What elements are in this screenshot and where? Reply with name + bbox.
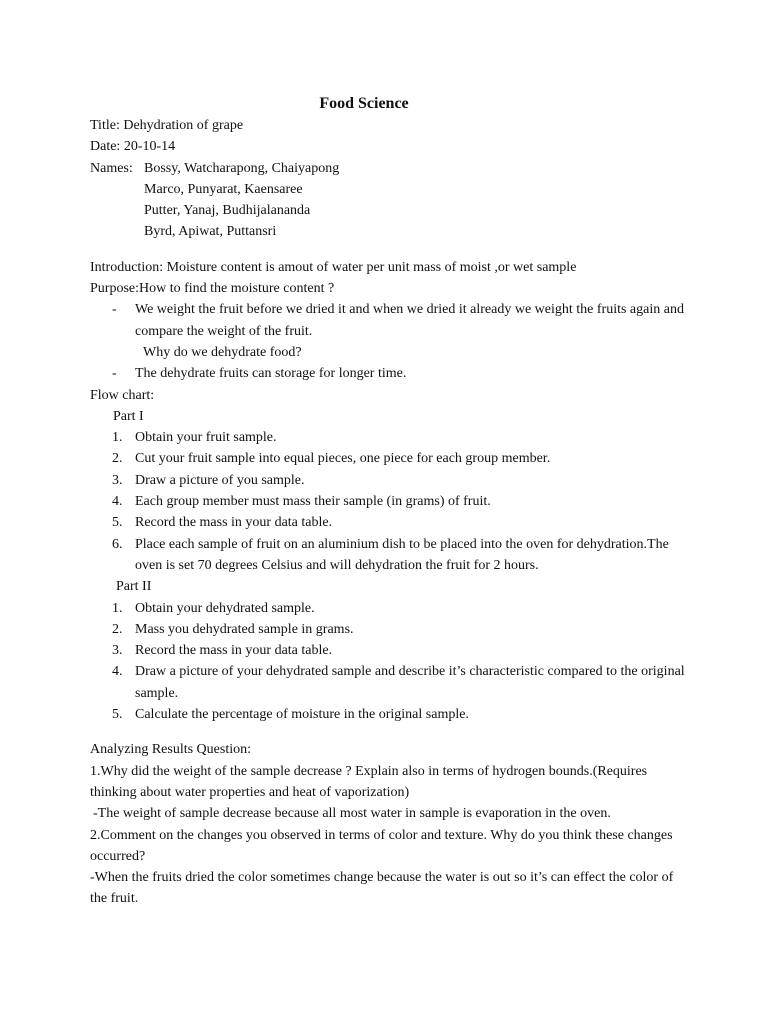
purpose-list	[90, 299, 690, 342]
list-item: - The dehydrate fruits can storage for longer time.	[90, 363, 690, 384]
title-line: Title: Dehydration of grape	[90, 118, 244, 133]
step-number: 5.	[112, 515, 123, 531]
names-label: Names:	[90, 160, 133, 176]
spacer	[90, 243, 690, 257]
date-line: Date: 20-10-14	[90, 139, 176, 155]
step-number: 1.	[112, 430, 123, 446]
part-2-label: Part II	[116, 579, 152, 595]
list-item	[90, 448, 690, 469]
part-1-steps	[90, 427, 690, 576]
step-text: Record the mass in your data table.	[135, 643, 333, 659]
step-text: Obtain your dehydrated sample.	[135, 600, 315, 616]
step-text: Each group member must mass their sample (in grams) of fruit.	[135, 494, 491, 510]
list-item	[90, 598, 690, 619]
step-number: 6.	[112, 536, 123, 552]
purpose-line: Purpose:How to find the moisture content ?	[90, 281, 335, 297]
list-item: - We weight the fruit before we dried it and when we dried it already we weight the fruits again and compare the weight of the fruit.	[90, 299, 690, 342]
step-number: 1.	[112, 600, 123, 616]
step-text: Place each sample of fruit on an aluminium dish to be placed into the oven for dehydration.The oven is set 70 degrees Celsius and will dehydration the fruit for 2 hours.	[135, 536, 669, 573]
step-text: Record the mass in your data table.	[135, 515, 333, 531]
document-body	[90, 93, 690, 910]
step-number: 2.	[112, 451, 123, 467]
step-number: 5.	[112, 707, 123, 723]
step-number: 3.	[112, 472, 123, 488]
flow-chart-label: Flow chart:	[90, 387, 155, 403]
names-block	[90, 158, 690, 179]
step-text: Calculate the percentage of moisture in the original sample.	[135, 707, 469, 723]
names-line-2: Marco, Punyarat, Kaensaree	[144, 181, 303, 197]
names-line-3: Putter, Yanaj, Budhijalananda	[144, 203, 311, 219]
step-number: 3.	[112, 643, 123, 659]
part-1-label: Part I	[113, 408, 144, 424]
analyzing-label: Analyzing Results Question:	[90, 742, 251, 758]
document-heading: Food Science	[319, 95, 409, 112]
step-number: 4.	[112, 664, 123, 680]
question-2: 2.Comment on the changes you observed in terms of color and texture. Why do you think these changes occurred?	[90, 827, 673, 864]
answer-1: -The weight of sample decrease because all most water in sample is evaporation in the oven.	[93, 806, 611, 822]
dehydrate-question: Why do we dehydrate food?	[143, 344, 302, 360]
step-text: Cut your fruit sample into equal pieces, one piece for each group member.	[135, 451, 551, 467]
list-item	[90, 619, 690, 640]
list-item	[90, 704, 690, 725]
step-text: Obtain your fruit sample.	[135, 430, 277, 446]
names-line-4: Byrd, Apiwat, Puttansri	[144, 224, 277, 240]
step-number: 4.	[112, 494, 123, 510]
step-text: Draw a picture of you sample.	[135, 472, 305, 488]
list-item	[90, 640, 690, 661]
step-text: Mass you dehydrated sample in grams.	[135, 621, 354, 637]
dehydrate-list	[90, 363, 690, 384]
part-2-steps	[90, 598, 690, 726]
list-item	[90, 534, 690, 577]
list-item	[90, 661, 690, 704]
list-item	[90, 470, 690, 491]
introduction-line: Introduction: Moisture content is amout of water per unit mass of moist ,or wet sample	[90, 259, 577, 275]
list-item	[90, 512, 690, 533]
step-number: 2.	[112, 621, 123, 637]
answer-2: -When the fruits dried the color sometimes change because the water is out so it’s can effect the color of the fruit.	[90, 870, 674, 907]
list-item	[90, 427, 690, 448]
names-line-1: Bossy, Watcharapong, Chaiyapong	[144, 160, 340, 176]
step-text: Draw a picture of your dehydrated sample and describe it’s characteristic compared to the original sample.	[135, 664, 685, 701]
list-item	[90, 491, 690, 512]
spacer	[90, 725, 690, 739]
question-1: 1.Why did the weight of the sample decrease ? Explain also in terms of hydrogen bounds.(Requires thinking about water properties and heat of vaporization)	[90, 763, 648, 800]
